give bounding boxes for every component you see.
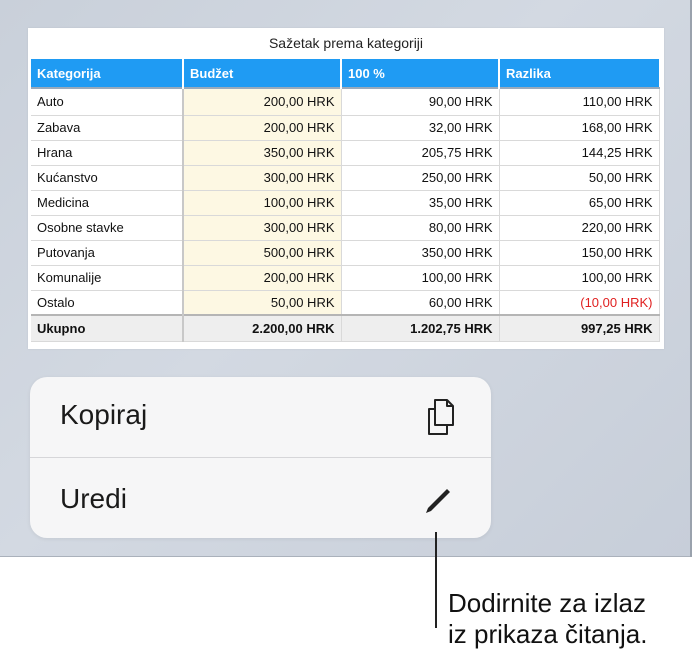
table-row <box>31 115 659 140</box>
copy-label: Kopiraj <box>60 399 148 430</box>
cell-budget: 350,00 HRK <box>183 140 341 165</box>
cell-difference: 144,25 HRK <box>499 140 659 165</box>
cell-difference: 168,00 HRK <box>499 115 659 140</box>
cell-difference: 110,00 HRK <box>499 88 659 115</box>
cell-actual: 80,00 HRK <box>341 215 499 240</box>
cell-category: Zabava <box>31 115 183 140</box>
table-row <box>31 240 659 265</box>
cell-difference: 50,00 HRK <box>499 165 659 190</box>
table-title: Sažetak prema kategoriji <box>268 35 424 51</box>
cell-actual: 250,00 HRK <box>341 165 499 190</box>
header-category: Kategorija <box>31 59 183 88</box>
cell-category: Kućanstvo <box>31 165 183 190</box>
cell-actual: 90,00 HRK <box>341 88 499 115</box>
header-row <box>31 59 659 88</box>
callout-text <box>448 588 688 650</box>
category-summary-grid <box>31 59 660 342</box>
cell-budget: 200,00 HRK <box>183 115 341 140</box>
pencil-icon <box>421 485 453 517</box>
total-label: Ukupno <box>31 315 183 341</box>
table-row <box>31 140 659 165</box>
total-budget: 2.200,00 HRK <box>183 315 341 341</box>
table-row <box>31 265 659 290</box>
table-row <box>31 88 659 115</box>
cell-category: Osobne stavke <box>31 215 183 240</box>
cell-category: Putovanja <box>31 240 183 265</box>
header-actual: 100 % <box>341 59 499 88</box>
cell-actual: 205,75 HRK <box>341 140 499 165</box>
cell-actual: 32,00 HRK <box>341 115 499 140</box>
cell-category: Auto <box>31 88 183 115</box>
cell-budget: 200,00 HRK <box>183 265 341 290</box>
cell-actual: 100,00 HRK <box>341 265 499 290</box>
cell-budget: 200,00 HRK <box>183 88 341 115</box>
table-row <box>31 215 659 240</box>
total-actual: 1.202,75 HRK <box>341 315 499 341</box>
edit-menu-item[interactable] <box>30 458 491 538</box>
header-difference: Razlika <box>499 59 659 88</box>
cell-actual: 35,00 HRK <box>341 190 499 215</box>
cell-category: Medicina <box>31 190 183 215</box>
callout-line-1: Dodirnite za izlaz <box>448 588 646 618</box>
cell-category: Ostalo <box>31 290 183 315</box>
context-menu <box>30 377 491 538</box>
cell-budget: 300,00 HRK <box>183 165 341 190</box>
header-budget: Budžet <box>183 59 341 88</box>
cell-actual: 60,00 HRK <box>341 290 499 315</box>
cell-budget: 500,00 HRK <box>183 240 341 265</box>
cell-difference: 220,00 HRK <box>499 215 659 240</box>
cell-difference: 100,00 HRK <box>499 265 659 290</box>
cell-difference-negative: (10,00 HRK) <box>499 290 659 315</box>
cell-budget: 100,00 HRK <box>183 190 341 215</box>
cell-actual: 350,00 HRK <box>341 240 499 265</box>
total-difference: 997,25 HRK <box>499 315 659 341</box>
cell-category: Komunalije <box>31 265 183 290</box>
spreadsheet-table[interactable] <box>28 28 664 349</box>
table-row <box>31 290 659 315</box>
table-row <box>31 190 659 215</box>
callout-line <box>435 532 437 628</box>
edit-label: Uredi <box>60 483 127 514</box>
table-row <box>31 165 659 190</box>
cell-difference: 65,00 HRK <box>499 190 659 215</box>
total-row <box>31 315 659 341</box>
copy-menu-item[interactable] <box>30 377 491 457</box>
cell-budget: 50,00 HRK <box>183 290 341 315</box>
cell-category: Hrana <box>31 140 183 165</box>
cell-budget: 300,00 HRK <box>183 215 341 240</box>
cell-difference: 150,00 HRK <box>499 240 659 265</box>
copy-icon <box>423 397 459 437</box>
callout-line-2: iz prikaza čitanja. <box>448 619 648 649</box>
